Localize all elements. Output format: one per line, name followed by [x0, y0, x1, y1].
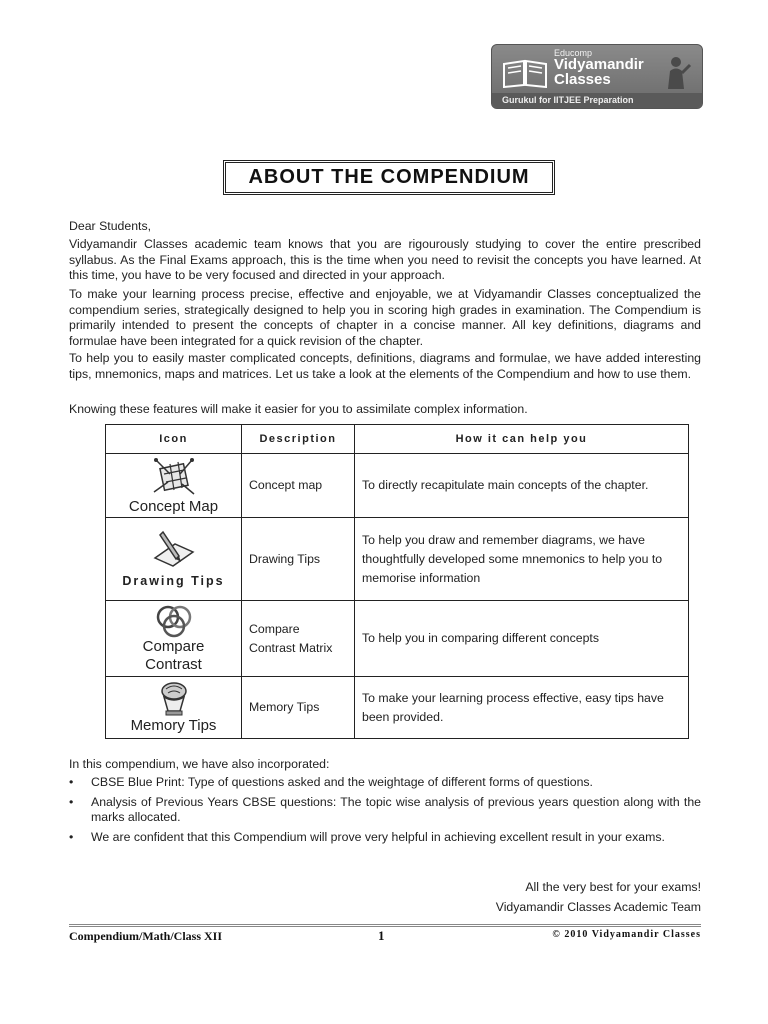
description-line2: Contrast Matrix	[249, 640, 333, 655]
help-cell: To make your learning process effective, easy tips have been provided.	[355, 677, 689, 739]
description-line1: Compare	[249, 621, 300, 636]
intro-incorporated: In this compendium, we have also incorporated:	[69, 757, 330, 771]
list-item-text: We are confident that this Compendium will prove very helpful in achieving excellent result in your exams.	[91, 829, 665, 844]
icon-caption: Concept Map	[128, 497, 219, 515]
footer-copyright: © 2010 Vidyamandir Classes	[552, 929, 701, 940]
features-table	[105, 424, 689, 739]
description-cell: Concept map	[242, 454, 355, 518]
icon-caption-line2: Contrast	[145, 655, 202, 673]
icon-cell	[106, 454, 242, 518]
icon-cell	[106, 677, 242, 739]
icon-caption-line1: Compare	[142, 637, 205, 655]
bullet-list	[69, 775, 701, 849]
list-item	[69, 795, 701, 826]
table-row	[106, 454, 689, 518]
paragraph-2: To make your learning process precise, effective and enjoyable, we at Vidyamandir Classes conceptualized the compendium series, strategically designed to help you in scoring high grades in examination. The Compendium is primarily intended to present the concepts of chapter in a concise manner. All key definitions, diagrams and formulae have been integrated for a quick revision of the chapter.	[69, 287, 701, 348]
table-row	[106, 518, 689, 601]
table-row	[106, 601, 689, 677]
list-item-text: CBSE Blue Print: Type of questions asked and the weightage of different forms of questions.	[91, 775, 593, 789]
bullet-dot: •	[69, 775, 74, 789]
help-cell: To help you in comparing different concepts	[355, 601, 689, 677]
icon-cell	[106, 518, 242, 601]
description-cell	[242, 601, 355, 677]
page-number: 1	[378, 928, 385, 943]
table-header-row	[106, 425, 689, 454]
icon-caption: Drawing Tips	[122, 574, 225, 588]
concept-map-icon	[144, 456, 204, 498]
description-cell: Memory Tips	[242, 677, 355, 739]
footer-divider	[69, 924, 701, 927]
vidyamandir-logo	[491, 44, 703, 109]
paragraph-3: To help you to easily master complicated concepts, definitions, diagrams and formulae, we have added interesting tips, mnemonics, maps and matrices. Let us take a look at the elements of the Compendium and how to use them.	[69, 351, 701, 381]
brand-line2: Classes	[554, 71, 611, 88]
bullet-dot: •	[69, 829, 74, 844]
help-cell: To directly recapitulate main concepts of the chapter.	[355, 454, 689, 518]
closing-signature: Vidyamandir Classes Academic Team	[495, 900, 701, 914]
list-item	[69, 830, 701, 846]
list-item-text: Analysis of Previous Years CBSE questions: The topic wise analysis of previous years question along with the marks allocated.	[91, 794, 701, 825]
brand-name	[554, 57, 644, 87]
compare-contrast-icon	[152, 604, 196, 638]
header-help: How it can help you	[355, 425, 689, 454]
icon-cell	[106, 601, 242, 677]
header-description: Description	[242, 425, 355, 454]
brand-small: Educomp	[554, 48, 593, 58]
icon-caption: Memory Tips	[130, 716, 217, 734]
paragraph-1: Vidyamandir Classes academic team knows that you are rigourously studying to cover the entire prescribed syllabus. As the Final Exams approach, this is the time when you need to revisit the concepts you have learned. At this time, you have to be very focused and directed in your approach.	[69, 237, 701, 283]
bullet-dot: •	[69, 794, 74, 809]
salutation: Dear Students,	[69, 219, 152, 233]
help-cell: To help you draw and remember diagrams, we have thoughtfully developed some mnemonics to help you to memorise information	[355, 518, 689, 601]
footer-course: Compendium/Math/Class XII	[69, 929, 223, 943]
memory-tips-icon	[154, 681, 194, 717]
page-title: ABOUT THE COMPENDIUM	[223, 160, 555, 195]
paragraph-4: Knowing these features will make it easier for you to assimilate complex information.	[69, 402, 528, 416]
header-icon: Icon	[106, 425, 242, 454]
brand-line1: Vidyamandir	[554, 56, 644, 73]
closing-wishes: All the very best for your exams!	[525, 880, 701, 894]
description-cell: Drawing Tips	[242, 518, 355, 601]
list-item	[69, 775, 701, 791]
brand-tagline: Gurukul for IITJEE Preparation	[492, 93, 702, 108]
scholar-figure-icon	[660, 55, 692, 91]
table-row	[106, 677, 689, 739]
open-book-icon	[502, 58, 548, 88]
drawing-tips-icon	[149, 528, 199, 572]
